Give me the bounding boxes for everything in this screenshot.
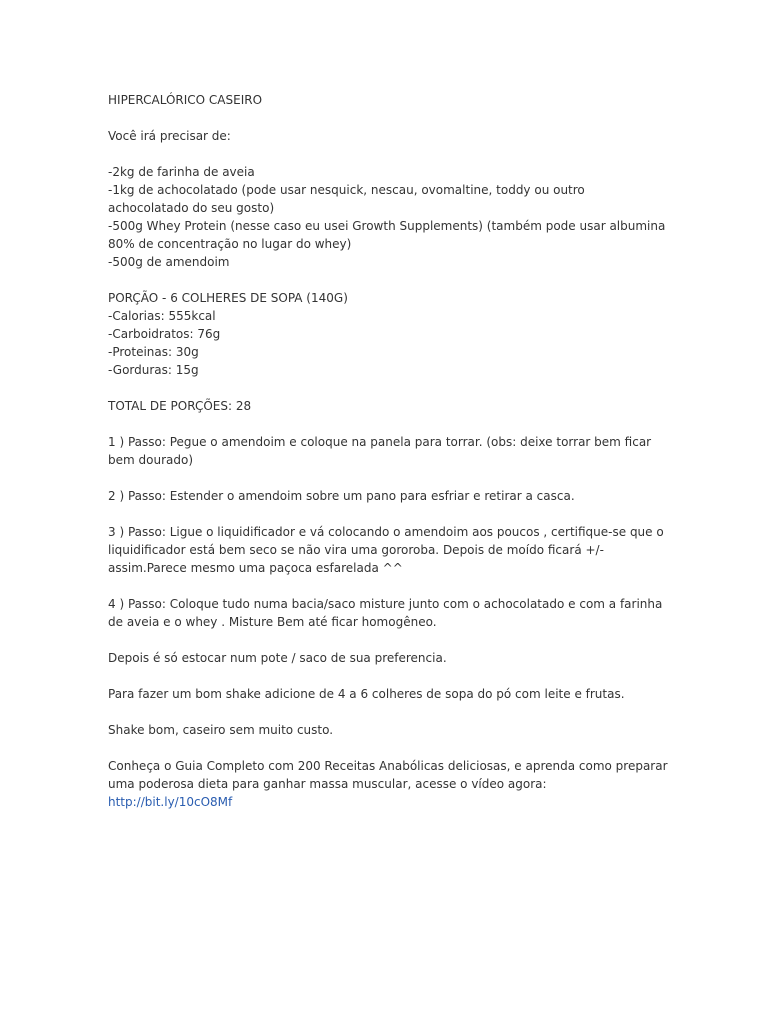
step-4: 4 ) Passo: Coloque tudo numa bacia/saco misture junto com o achocolatado e com a farinha de aveia e o whey . Misture Bem até ficar homogêneo. [108, 597, 663, 629]
document-page [108, 91, 668, 829]
promo-text: Conheça o Guia Completo com 200 Receitas Anabólicas deliciosas, e aprenda como preparar uma poderosa dieta para ganhar massa muscular, acesse o vídeo agora: [108, 759, 668, 791]
ingredients-list [108, 163, 668, 271]
ingredient-item: -500g de amendoim [108, 255, 230, 269]
total-portions: TOTAL DE PORÇÕES: 28 [108, 399, 252, 413]
nutrition-item: -Gorduras: 15g [108, 363, 199, 377]
promo-paragraph [108, 757, 668, 811]
ingredient-item: -2kg de farinha de aveia [108, 165, 255, 179]
step-3: 3 ) Passo: Ligue o liquidificador e vá colocando o amendoim aos poucos , certifique-se que o liquidificador está bem seco se não vira uma gororoba. Depois de moído ficará +/- assim.Parece mesmo uma paçoca esfarelada ^^ [108, 525, 664, 575]
step-2: 2 ) Passo: Estender o amendoim sobre um pano para esfriar e retirar a casca. [108, 489, 575, 503]
step-1: 1 ) Passo: Pegue o amendoim e coloque na panela para torrar. (obs: deixe torrar bem ficar bem dourado) [108, 435, 652, 467]
closing-note: Shake bom, caseiro sem muito custo. [108, 723, 334, 737]
portion-info [108, 289, 668, 379]
nutrition-item: -Carboidratos: 76g [108, 327, 221, 341]
ingredient-item: -1kg de achocolatado (pode usar nesquick, nescau, ovomaltine, toddy ou outro achocolatado do seu gosto) [108, 183, 585, 215]
shake-tip: Para fazer um bom shake adicione de 4 a 6 colheres de sopa do pó com leite e frutas. [108, 687, 625, 701]
storage-note: Depois é só estocar num pote / saco de sua preferencia. [108, 651, 447, 665]
nutrition-item: -Proteinas: 30g [108, 345, 199, 359]
document-title: HIPERCALÓRICO CASEIRO [108, 93, 263, 107]
portion-heading: PORÇÃO - 6 COLHERES DE SOPA (140G) [108, 291, 348, 305]
nutrition-item: -Calorias: 555kcal [108, 309, 216, 323]
ingredient-item: -500g Whey Protein (nesse caso eu usei Growth Supplements) (também pode usar albumina 80% de concentração no lugar do whey) [108, 219, 666, 251]
ingredients-intro: Você irá precisar de: [108, 129, 231, 143]
promo-link[interactable]: http://bit.ly/10cO8Mf [108, 795, 233, 809]
